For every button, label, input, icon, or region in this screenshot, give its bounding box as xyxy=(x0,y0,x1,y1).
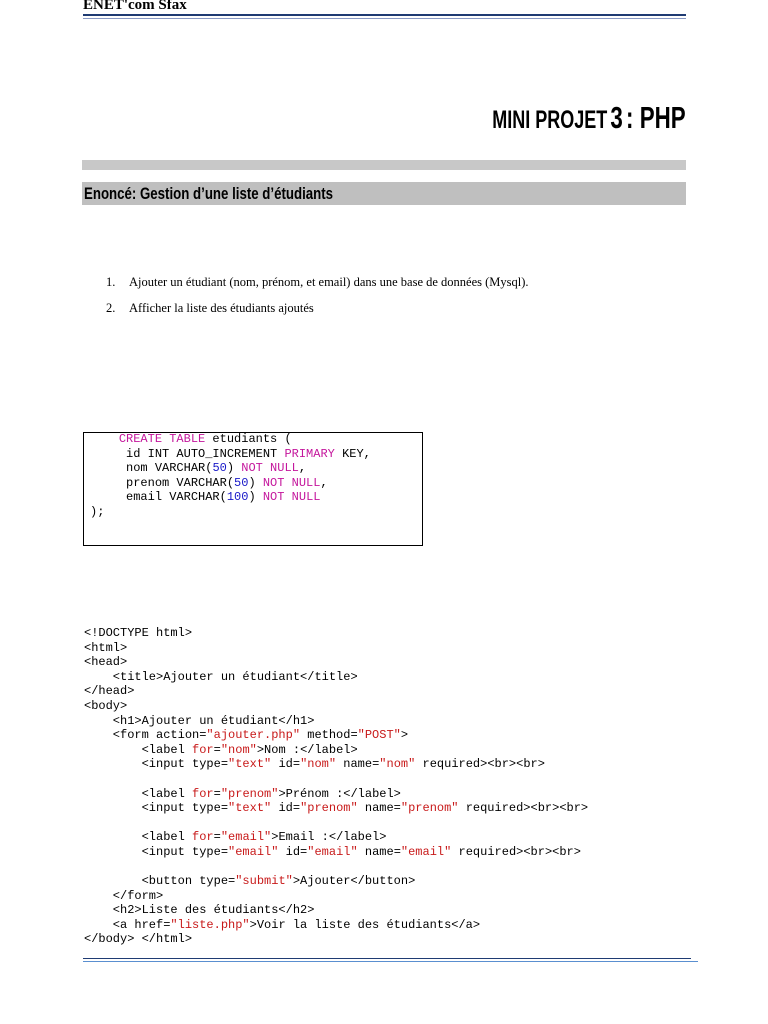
title-bar xyxy=(82,160,686,170)
title-php: : PHP xyxy=(626,100,686,135)
footer-rule xyxy=(83,958,691,959)
task-list xyxy=(106,269,529,321)
header-rule-thin xyxy=(83,18,686,19)
enonce-heading: Enoncé: Gestion d’une liste d’étudiants xyxy=(84,184,334,203)
html-code: <!DOCTYPE html> <html> <head> <title>Ajouter un étudiant</title> </head> <body> <h1>Ajouter un étudiant</h1> <form action="ajouter.php" method="POST"> <label for="nom">Nom :</label> <input type="text" id="nom" name="nom" required><br><br> <label for="prenom">Prénom :</label> <input type="text" id="prenom" name="prenom" required><br><br> <label for="email">Email :</label> <input type="email" id="email" name="email" required><br><br> <button type="submit">Ajouter</button> </form> <h2>Liste des étudiants</h2> <a href="liste.php">Voir la liste des étudiants</a> </body> </html> xyxy=(84,626,589,947)
list-item: 1. Ajouter un étudiant (nom, prénom, et email) dans une base de données (Mysql). xyxy=(106,275,529,289)
title-number: 3 xyxy=(610,100,624,135)
title-mini: MINI PROJET xyxy=(492,106,608,134)
page-title xyxy=(493,100,686,136)
list-item: 2. Afficher la liste des étudiants ajoutés xyxy=(106,301,314,315)
header-rule xyxy=(83,14,686,16)
header-org: ENET'com Sfax xyxy=(83,0,187,13)
sql-code: CREATE TABLE etudiants ( id INT AUTO_INCREMENT PRIMARY KEY, nom VARCHAR(50) NOT NULL, prenom VARCHAR(50) NOT NULL, email VARCHAR(100) NOT NULL ); xyxy=(90,432,371,519)
footer-rule-blue xyxy=(83,961,698,962)
